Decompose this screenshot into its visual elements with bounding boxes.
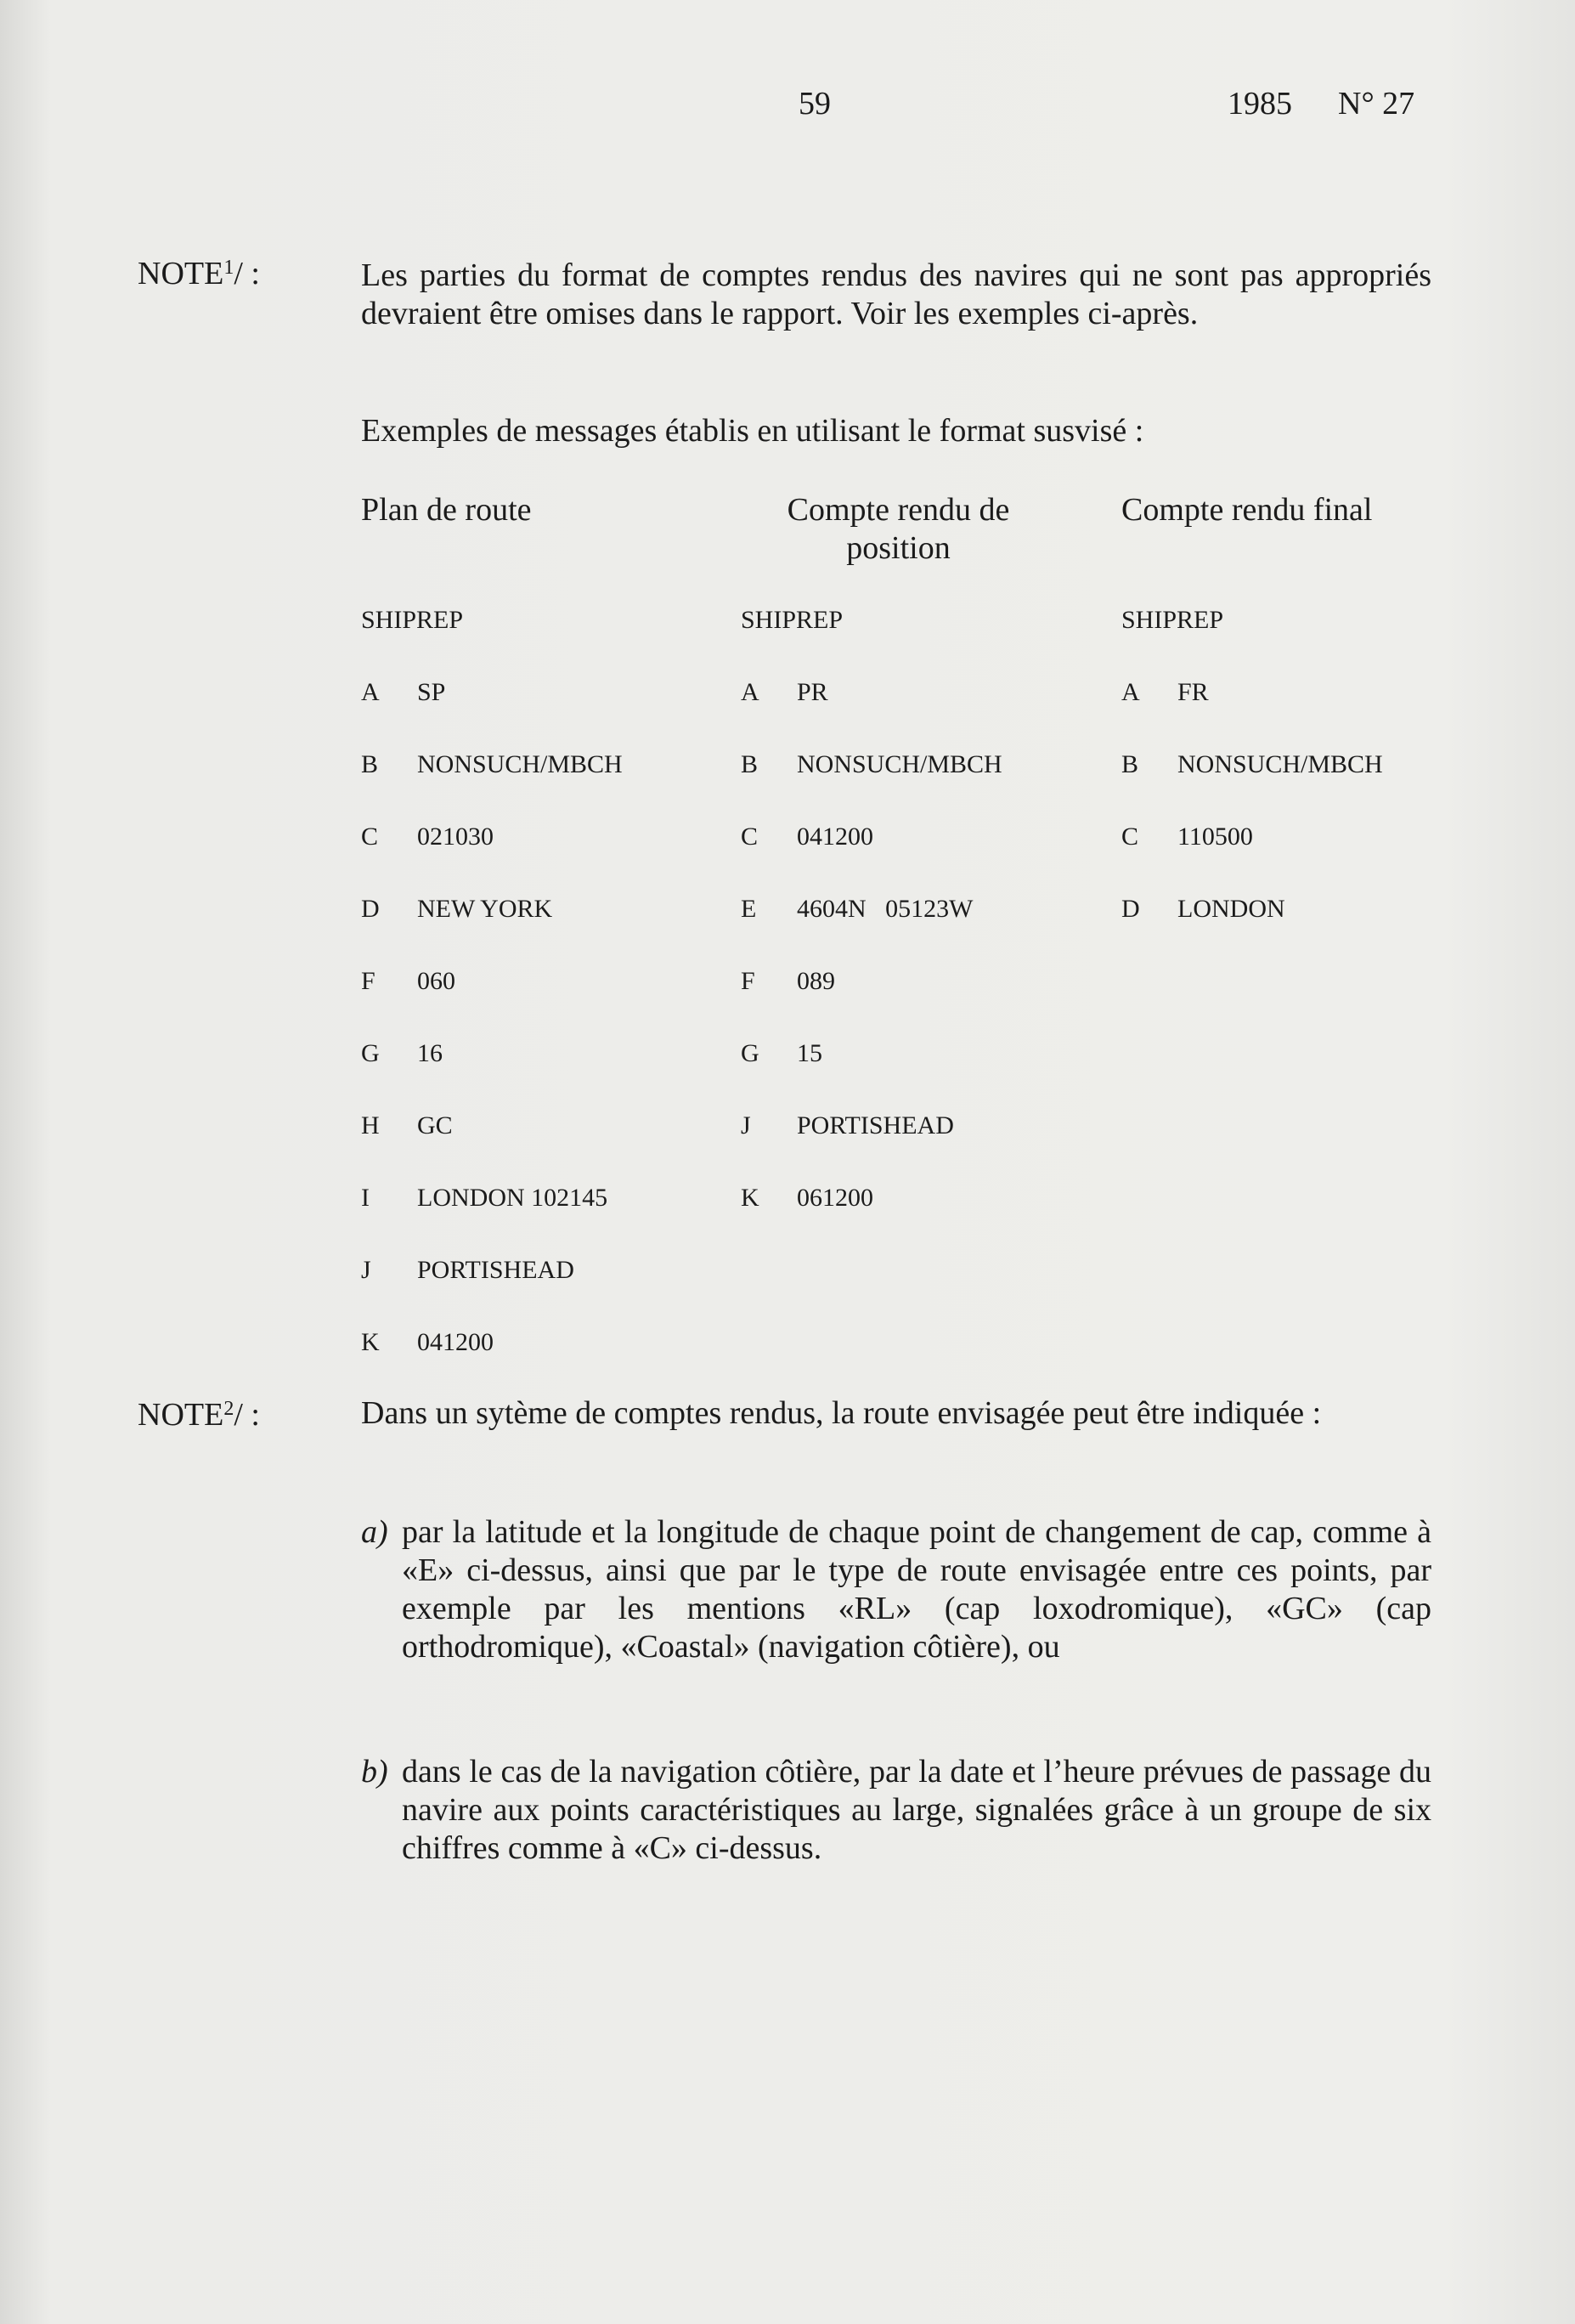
message-line xyxy=(741,750,1002,779)
field-value: GC xyxy=(417,1111,453,1139)
field-value: PR xyxy=(797,678,828,706)
note2-item-b: b) dans le cas de la navigation côtière, par la date et l’heure prévues de passage du navire aux points caractéristiques au large, signalées grâce à un groupe de six chiffres comme à «C» ci-dessus. xyxy=(361,1754,1431,1866)
message-line xyxy=(361,606,463,635)
message-line xyxy=(1121,895,1285,924)
field-code: K xyxy=(361,1328,380,1356)
field-code: C xyxy=(741,823,759,851)
field-code: J xyxy=(361,1256,371,1284)
field-code: K xyxy=(741,1184,759,1212)
field-value: SHIPREP xyxy=(741,606,844,634)
message-line xyxy=(1121,678,1209,707)
message-line xyxy=(741,967,835,996)
field-code: F xyxy=(361,967,375,995)
field-code: F xyxy=(741,967,755,995)
message-line xyxy=(361,1184,607,1213)
message-line xyxy=(361,1111,453,1140)
message-line xyxy=(1121,606,1223,635)
message-line xyxy=(741,823,873,851)
column-title-final: Compte rendu final xyxy=(1121,492,1373,528)
note2-text: Dans un sytème de comptes rendus, la route envisagée peut être indiquée : xyxy=(361,1395,1322,1431)
field-value: 061200 xyxy=(797,1184,873,1212)
note2-label: NOTE$^2$/ : xyxy=(138,1397,260,1433)
field-code: G xyxy=(741,1039,759,1067)
field-value: LONDON 102145 xyxy=(417,1184,608,1212)
message-line xyxy=(1121,750,1383,779)
message-line xyxy=(361,678,445,707)
field-value: NONSUCH/MBCH xyxy=(417,750,623,778)
field-value: 021030 xyxy=(417,823,494,851)
publication-year: 1985 xyxy=(1228,86,1292,122)
note2-item-a: a) par la latitude et la longitude de chaque point de changement de cap, comme à «E» ci-dessus, ainsi que par le type de route envisagée entre ces points, par exemple par les mentions «RL» (cap loxodromique), «GC» (cap orthodromique), «Coastal» (navigation côtière), ou xyxy=(361,1514,1431,1665)
message-line xyxy=(361,967,455,996)
field-value: SP xyxy=(417,678,446,706)
field-value: 041200 xyxy=(797,823,873,851)
message-line xyxy=(361,1039,443,1068)
field-value: NONSUCH/MBCH xyxy=(1177,750,1383,778)
field-code: J xyxy=(741,1111,751,1139)
message-line xyxy=(361,750,623,779)
field-value: 16 xyxy=(417,1039,443,1067)
field-value: NONSUCH/MBCH xyxy=(797,750,1002,778)
field-value: FR xyxy=(1177,678,1209,706)
field-value: LONDON xyxy=(1177,895,1285,923)
message-line xyxy=(361,1256,574,1285)
message-line xyxy=(741,1111,954,1140)
field-code: A xyxy=(1121,678,1140,706)
field-code: C xyxy=(1121,823,1139,851)
note1-text: Les parties du format de comptes rendus des navires qui ne sont pas appropriés devraient être omises dans le rapport. Voir les exemples ci-après. xyxy=(361,257,1431,331)
field-value: 15 xyxy=(797,1039,822,1067)
field-value: 089 xyxy=(797,967,835,995)
field-code: I xyxy=(361,1184,370,1212)
message-line xyxy=(741,606,843,635)
column-title-position: Compte rendu de position xyxy=(787,492,1010,566)
field-value: 060 xyxy=(417,967,455,995)
message-line xyxy=(361,1328,494,1357)
note1-label: NOTE$^1$/ : xyxy=(138,256,260,291)
message-line xyxy=(361,895,552,924)
message-line xyxy=(741,1184,873,1213)
field-code: H xyxy=(361,1111,380,1139)
field-value: PORTISHEAD xyxy=(417,1256,574,1284)
field-code: D xyxy=(361,895,380,923)
field-code: B xyxy=(741,750,759,778)
field-value: 110500 xyxy=(1177,823,1253,851)
field-code: G xyxy=(361,1039,380,1067)
field-code: C xyxy=(361,823,379,851)
field-value: 041200 xyxy=(417,1328,494,1356)
message-line xyxy=(361,823,494,851)
field-code: E xyxy=(741,895,757,923)
page-number: 59 xyxy=(799,86,831,122)
field-code: D xyxy=(1121,895,1140,923)
issue-number: N° 27 xyxy=(1338,86,1415,122)
column-title-plan: Plan de route xyxy=(361,492,532,528)
field-value: 4604N 05123W xyxy=(797,895,974,923)
field-value: PORTISHEAD xyxy=(797,1111,954,1139)
field-value: NEW YORK xyxy=(417,895,553,923)
message-line xyxy=(741,678,828,707)
field-code: A xyxy=(361,678,380,706)
examples-intro: Exemples de messages établis en utilisant le format susvisé : xyxy=(361,413,1144,449)
field-code: B xyxy=(361,750,379,778)
field-value: SHIPREP xyxy=(361,606,464,634)
field-code: A xyxy=(741,678,759,706)
message-line xyxy=(741,1039,822,1068)
message-line xyxy=(741,895,973,924)
message-line xyxy=(1121,823,1253,851)
field-value: SHIPREP xyxy=(1121,606,1224,634)
field-code: B xyxy=(1121,750,1139,778)
